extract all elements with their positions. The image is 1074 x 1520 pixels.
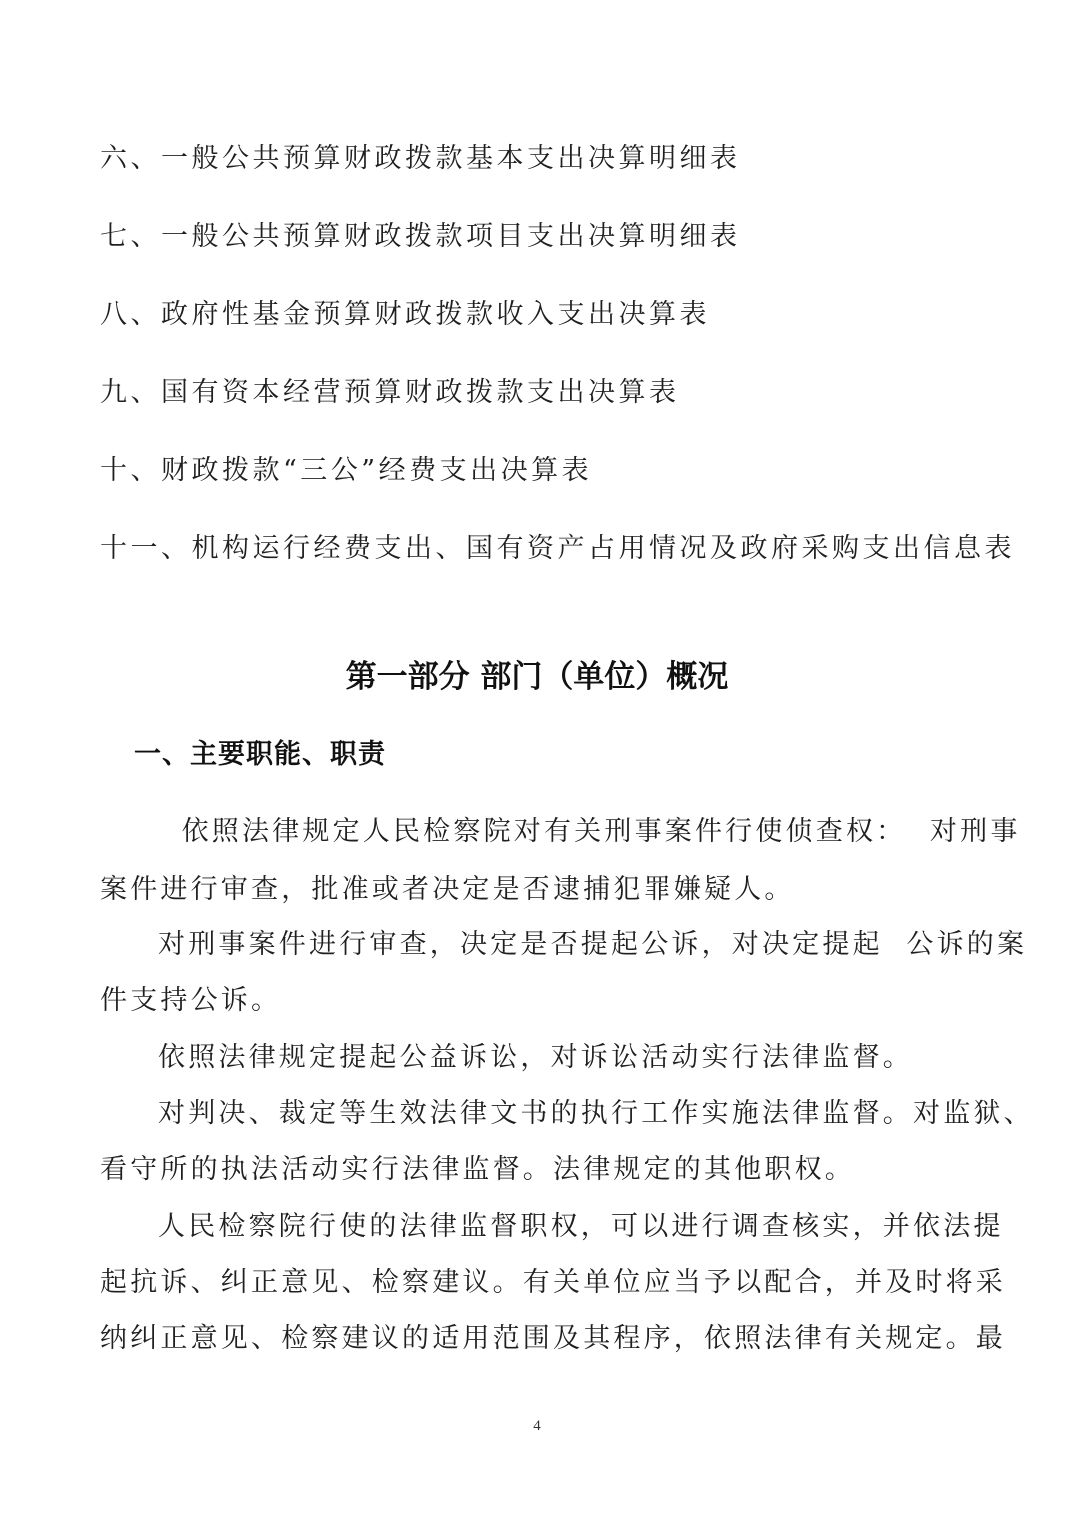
toc-item-9: 九、国有资本经营预算财政拨款支出决算表	[100, 377, 680, 408]
paragraph-line: 案件进行审查，批准或者决定是否逮捕犯罪嫌疑人。	[100, 874, 795, 905]
toc-item-10: 十、财政拨款“三公”经费支出决算表	[100, 455, 593, 486]
paragraph-line: 依照法律规定人民检察院对有关刑事案件行使侦查权： 对刑事	[158, 816, 1021, 847]
section-title: 第一部分 部门（单位）概况	[345, 659, 729, 695]
toc-item-7: 七、一般公共预算财政拨款项目支出决算明细表	[100, 221, 741, 252]
subsection-heading: 一、主要职能、职责	[134, 739, 386, 770]
paragraph-line: 对刑事案件进行审查，决定是否提起公诉，对决定提起 公诉的案	[158, 929, 1028, 960]
paragraph-line: 对判决、裁定等生效法律文书的执行工作实施法律监督。对监狱、	[158, 1098, 1034, 1129]
page-number: 4	[533, 1418, 541, 1434]
paragraph-line: 人民检察院行使的法律监督职权，可以进行调查核实，并依法提	[158, 1211, 1004, 1242]
paragraph-line: 件支持公诉。	[100, 985, 282, 1016]
paragraph-line: 看守所的执法活动实行法律监督。法律规定的其他职权。	[100, 1154, 855, 1185]
toc-item-11: 十一、机构运行经费支出、国有资产占用情况及政府采购支出信息表	[100, 533, 1015, 564]
paragraph-line: 依照法律规定提起公益诉讼，对诉讼活动实行法律监督。	[158, 1042, 913, 1073]
toc-item-6: 六、一般公共预算财政拨款基本支出决算明细表	[100, 143, 741, 174]
paragraph-line: 起抗诉、纠正意见、检察建议。有关单位应当予以配合，并及时将采	[100, 1267, 1006, 1298]
paragraph-line: 纳纠正意见、检察建议的适用范围及其程序，依照法律有关规定。最	[100, 1323, 1006, 1354]
toc-item-8: 八、政府性基金预算财政拨款收入支出决算表	[100, 299, 710, 330]
